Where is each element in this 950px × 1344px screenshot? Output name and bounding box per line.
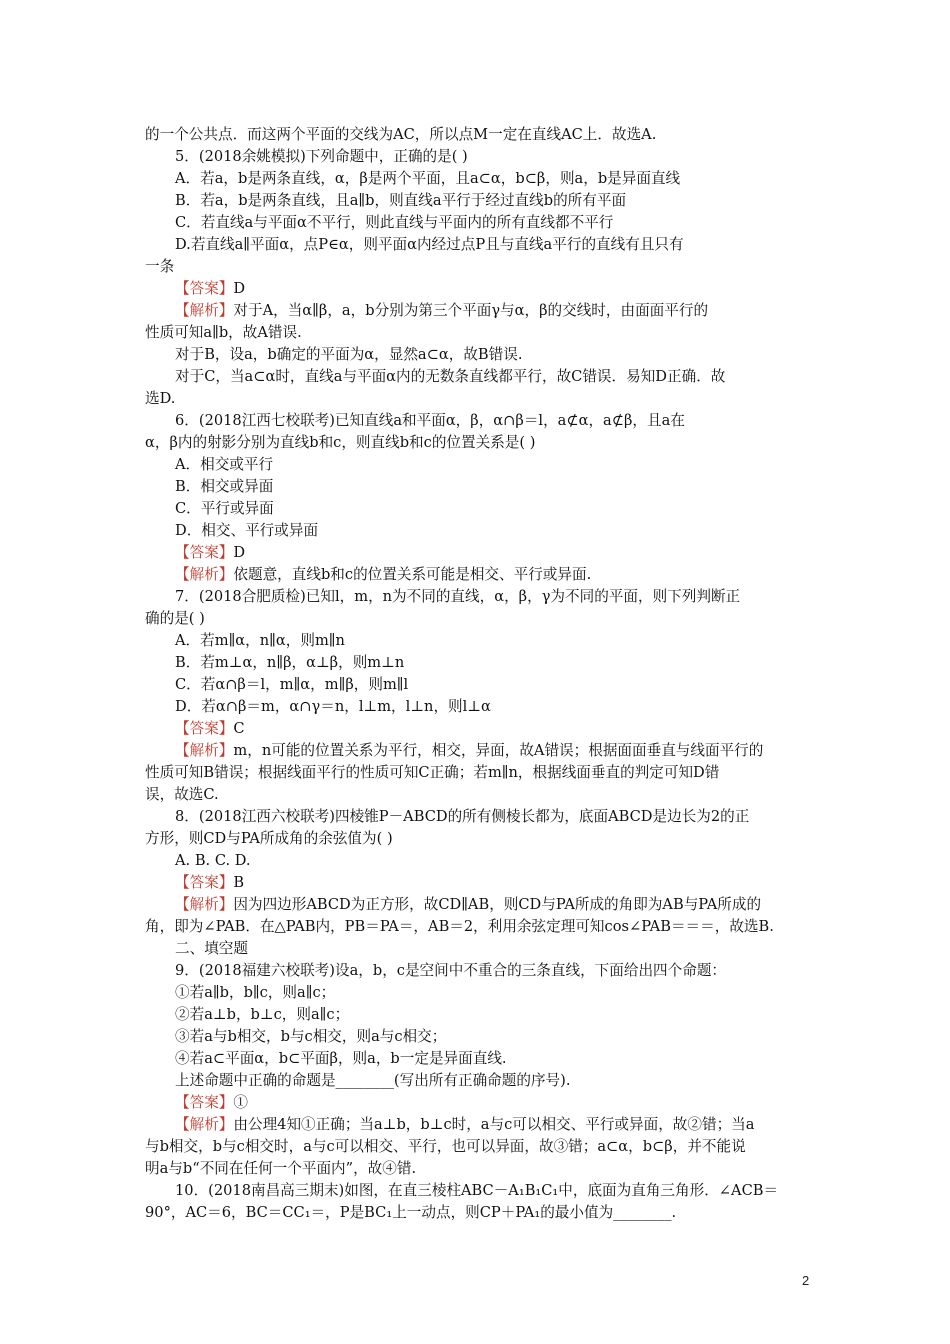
text-line xyxy=(145,564,810,586)
line-text: 9．(2018福建六校联考)设a，b，c是空间中不重合的三条直线，下面给出四个命题： xyxy=(175,962,727,979)
text-line xyxy=(145,960,810,982)
line-text: α，β内的射影分别为直线b和c，则直线b和c的位置关系是( ) xyxy=(145,434,536,451)
text-line xyxy=(145,124,810,146)
line-text: A．若a，b是两条直线，α，β是两个平面，且a⊂α，b⊂β，则a，b是异面直线 xyxy=(175,170,681,187)
line-text: A. B. C. D. xyxy=(175,852,251,869)
text-line xyxy=(145,498,810,520)
line-text: 二、填空题 xyxy=(175,940,248,957)
line-text: B xyxy=(233,874,245,891)
line-text: C．若α∩β＝l，m∥α，m∥β，则m∥l xyxy=(175,676,409,693)
line-text: D.若直线a∥平面α，点P∈α，则平面α内经过点P且与直线a平行的直线有且只有 xyxy=(175,236,684,253)
text-line xyxy=(145,1136,810,1158)
text-line xyxy=(145,740,810,762)
text-line xyxy=(145,718,810,740)
text-line xyxy=(145,652,810,674)
answer-tag: 【答案】 xyxy=(175,280,234,297)
line-text: D xyxy=(233,544,246,561)
text-line xyxy=(145,300,810,322)
text-line xyxy=(145,1026,810,1048)
line-text: 7．(2018合肥质检)已知l，m，n为不同的直线，α，β，γ为不同的平面，则下列判断正 xyxy=(175,588,741,605)
line-text: 误，故选C. xyxy=(145,786,219,803)
line-text: ②若a⊥b，b⊥c，则a∥c； xyxy=(175,1006,350,1023)
text-line xyxy=(145,322,810,344)
text-line xyxy=(145,1202,810,1224)
text-line xyxy=(145,872,810,894)
line-text: D．相交、平行或异面 xyxy=(175,522,319,539)
text-line xyxy=(145,256,810,278)
text-line xyxy=(145,784,810,806)
text-line xyxy=(145,212,810,234)
text-line xyxy=(145,542,810,564)
text-line xyxy=(145,432,810,454)
answer-tag: 【解析】 xyxy=(175,896,234,913)
line-text: 角，即为∠PAB．在△PAB内，PB＝PA＝，AB＝2，利用余弦定理可知cos∠PAB＝＝＝，故选B. xyxy=(145,918,774,935)
line-text: 8．(2018江西六校联考)四棱锥P－ABCD的所有侧棱长都为，底面ABCD是边长为2的正 xyxy=(175,808,750,825)
text-line xyxy=(145,1114,810,1136)
line-text: C．平行或异面 xyxy=(175,500,274,517)
line-text: 90°，AC＝6，BC＝CC₁＝，P是BC₁上一动点，则CP＋PA₁的最小值为________. xyxy=(145,1204,677,1221)
line-text: 对于B，设a，b确定的平面为α，显然a⊂α，故B错误. xyxy=(175,346,523,363)
line-text: 性质可知B错误；根据线面平行的性质可知C正确；若m∥n，根据线面垂直的判定可知D错 xyxy=(145,764,720,781)
text-line xyxy=(145,696,810,718)
answer-tag: 【答案】 xyxy=(175,1094,234,1111)
text-line xyxy=(145,938,810,960)
text-line xyxy=(145,850,810,872)
text-line xyxy=(145,1070,810,1092)
text-line xyxy=(145,520,810,542)
answer-tag: 【解析】 xyxy=(175,566,234,583)
text-line xyxy=(145,366,810,388)
page-number: 2 xyxy=(802,1273,810,1288)
text-line xyxy=(145,190,810,212)
text-line xyxy=(145,1092,810,1114)
line-text: ① xyxy=(233,1094,248,1111)
line-text: 一条 xyxy=(145,258,175,275)
answer-tag: 【答案】 xyxy=(175,720,234,737)
line-text: B．相交或异面 xyxy=(175,478,274,495)
line-text: B．若a，b是两条直线，且a∥b，则直线a平行于经过直线b的所有平面 xyxy=(175,192,627,209)
line-text: 对于C，当a⊂α时，直线a与平面α内的无数条直线都平行，故C错误．易知D正确．故 xyxy=(175,368,726,385)
text-line xyxy=(145,234,810,256)
line-text: 因为四边形ABCD为正方形，故CD∥AB，则CD与PA所成的角即为AB与PA所成的 xyxy=(233,896,762,913)
line-text: 性质可知a∥b，故A错误. xyxy=(145,324,302,341)
text-line xyxy=(145,476,810,498)
text-line xyxy=(145,608,810,630)
text-line xyxy=(145,1158,810,1180)
text-line xyxy=(145,674,810,696)
text-line xyxy=(145,278,810,300)
line-text: A．相交或平行 xyxy=(175,456,274,473)
line-text: 6．(2018江西七校联考)已知直线a和平面α，β，α∩β＝l，a⊄α，a⊄β，且a在 xyxy=(175,412,685,429)
line-text: m，n可能的位置关系为平行，相交，异面，故A错误；根据面面垂直与线面平行的 xyxy=(233,742,764,759)
line-text: B．若m⊥α，n∥β，α⊥β，则m⊥n xyxy=(175,654,405,671)
line-text: 上述命题中正确的命题是________(写出所有正确命题的序号). xyxy=(175,1072,571,1089)
text-line xyxy=(145,168,810,190)
text-line xyxy=(145,806,810,828)
line-text: 依题意，直线b和c的位置关系可能是相交、平行或异面. xyxy=(233,566,592,583)
text-line xyxy=(145,916,810,938)
document-body xyxy=(145,124,810,1224)
text-line xyxy=(145,146,810,168)
answer-tag: 【答案】 xyxy=(175,874,234,891)
text-line xyxy=(145,630,810,652)
line-text: 方形，则CD与PA所成角的余弦值为( ) xyxy=(145,830,393,847)
line-text: D．若α∩β＝m，α∩γ＝n，l⊥m，l⊥n，则l⊥α xyxy=(175,698,491,715)
text-line xyxy=(145,1004,810,1026)
answer-tag: 【解析】 xyxy=(175,742,234,759)
line-text: A．若m∥α，n∥α，则m∥n xyxy=(175,632,345,649)
text-line xyxy=(145,410,810,432)
line-text: ①若a∥b，b∥c，则a∥c； xyxy=(175,984,336,1001)
answer-tag: 【答案】 xyxy=(175,544,234,561)
text-line xyxy=(145,454,810,476)
text-line xyxy=(145,1048,810,1070)
line-text: 5．(2018余姚模拟)下列命题中，正确的是( ) xyxy=(175,148,468,165)
line-text: 明a与b“不同在任何一个平面内”，故④错. xyxy=(145,1160,417,1177)
answer-tag: 【解析】 xyxy=(175,1116,234,1133)
line-text: 与b相交，b与c相交时，a与c可以相交、平行，也可以异面，故③错；a⊂α，b⊂β，并不能说 xyxy=(145,1138,746,1155)
text-line xyxy=(145,894,810,916)
answer-tag: 【解析】 xyxy=(175,302,234,319)
line-text: 确的是( ) xyxy=(145,610,205,627)
line-text: 的一个公共点．而这两个平面的交线为AC，所以点M一定在直线AC上．故选A. xyxy=(145,126,657,143)
text-line xyxy=(145,982,810,1004)
line-text: 选D. xyxy=(145,390,176,407)
text-line xyxy=(145,762,810,784)
text-line xyxy=(145,586,810,608)
text-line xyxy=(145,344,810,366)
line-text: D xyxy=(233,280,246,297)
line-text: ③若a与b相交，b与c相交，则a与c相交； xyxy=(175,1028,447,1045)
text-line xyxy=(145,388,810,410)
text-line xyxy=(145,828,810,850)
line-text: 对于A，当α∥β，a，b分别为第三个平面γ与α，β的交线时，由面面平行的 xyxy=(233,302,709,319)
line-text: 10．(2018南昌高三期末)如图，在直三棱柱ABC－A₁B₁C₁中，底面为直角三角形．∠ACB＝ xyxy=(175,1182,779,1199)
line-text: C xyxy=(233,720,245,737)
line-text: ④若a⊂平面α，b⊂平面β，则a，b一定是异面直线. xyxy=(175,1050,507,1067)
line-text: 由公理4知①正确；当a⊥b，b⊥c时，a与c可以相交、平行或异面，故②错；当a xyxy=(233,1116,755,1133)
text-line xyxy=(145,1180,810,1202)
line-text: C．若直线a与平面α不平行，则此直线与平面内的所有直线都不平行 xyxy=(175,214,614,231)
